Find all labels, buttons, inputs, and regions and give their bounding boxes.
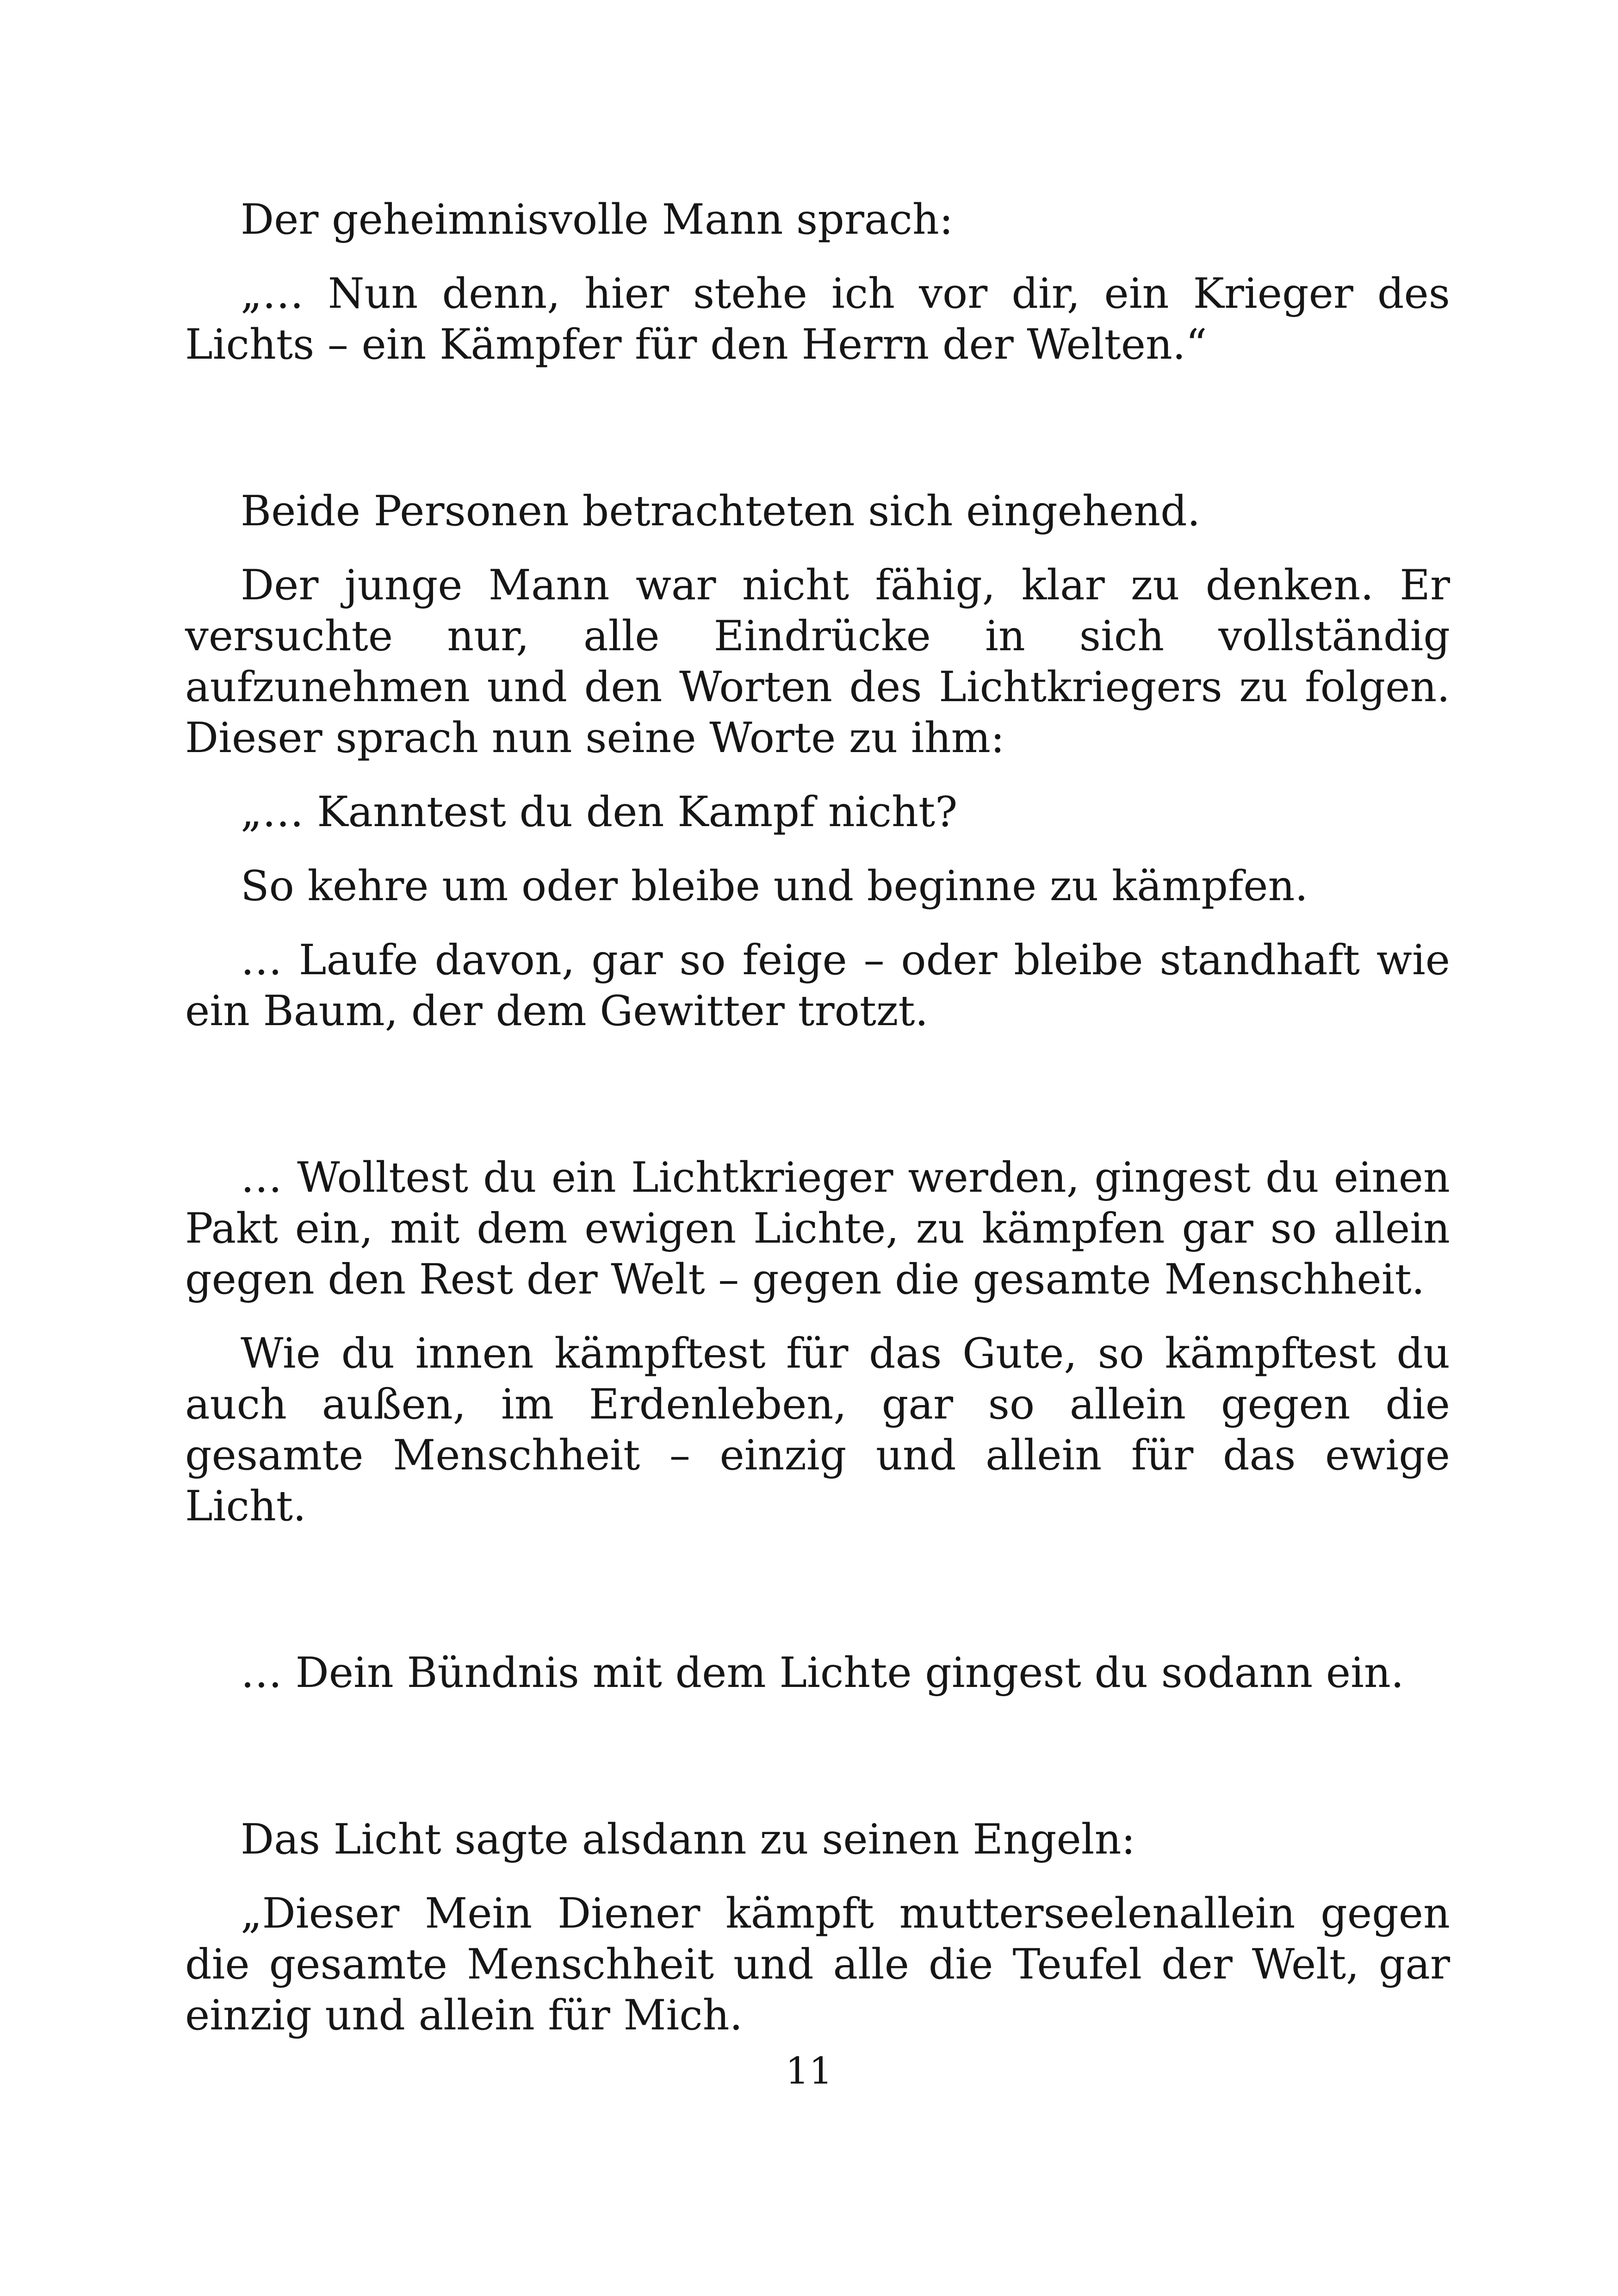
paragraph-quote: … Laufe davon, gar so feige – oder bleibe standhaft wie ein Baum, der dem Gewitter trotzt. xyxy=(185,936,1450,1035)
paragraph-narration: Der geheimnisvolle Mann sprach: xyxy=(241,195,954,244)
paragraph-narration: Beide Personen betrachteten sich eingehend. xyxy=(241,487,1201,535)
paragraph-quote: „… Kanntest du den Kampf nicht? xyxy=(241,788,958,836)
paragraph-narration: Der junge Mann war nicht fähig, klar zu denken. Er versuchte nur, alle Eindrücke in sich vollständig aufzunehmen und den Worten des Lichtkriegers zu folgen. Dieser sprach nun seine Worte zu ihm: xyxy=(185,561,1450,762)
paragraph-quote: Wie du innen kämpftest für das Gute, so kämpftest du auch außen, im Erdenleben, gar so allein gegen die gesamte Menschheit – einzig und allein für das ewige Licht. xyxy=(185,1329,1450,1531)
paragraph-quote: „… Nun denn, hier stehe ich vor dir, ein Krieger des Lichts – ein Kämpfer für den Herrn der Welten.“ xyxy=(185,269,1450,369)
body-text xyxy=(185,194,1450,2041)
paragraph-quote: So kehre um oder bleibe und beginne zu kämpfen. xyxy=(241,862,1308,910)
page-number: 11 xyxy=(785,2049,833,2092)
paragraph-quote: … Dein Bündnis mit dem Lichte gingest du sodann ein. xyxy=(241,1649,1404,1697)
paragraph-quote: „Dieser Mein Diener kämpft mutterseelenallein gegen die gesamte Menschheit und alle die Teufel der Welt, gar einzig und allein für Mich. xyxy=(185,1889,1450,2040)
paragraph-quote: … Wolltest du ein Lichtkrieger werden, gingest du einen Pakt ein, mit dem ewigen Lichte, zu kämpfen gar so allein gegen den Rest der Welt – gegen die gesamte Menschheit. xyxy=(185,1153,1450,1304)
paragraph-narration: Das Licht sagte alsdann zu seinen Engeln: xyxy=(241,1815,1135,1864)
